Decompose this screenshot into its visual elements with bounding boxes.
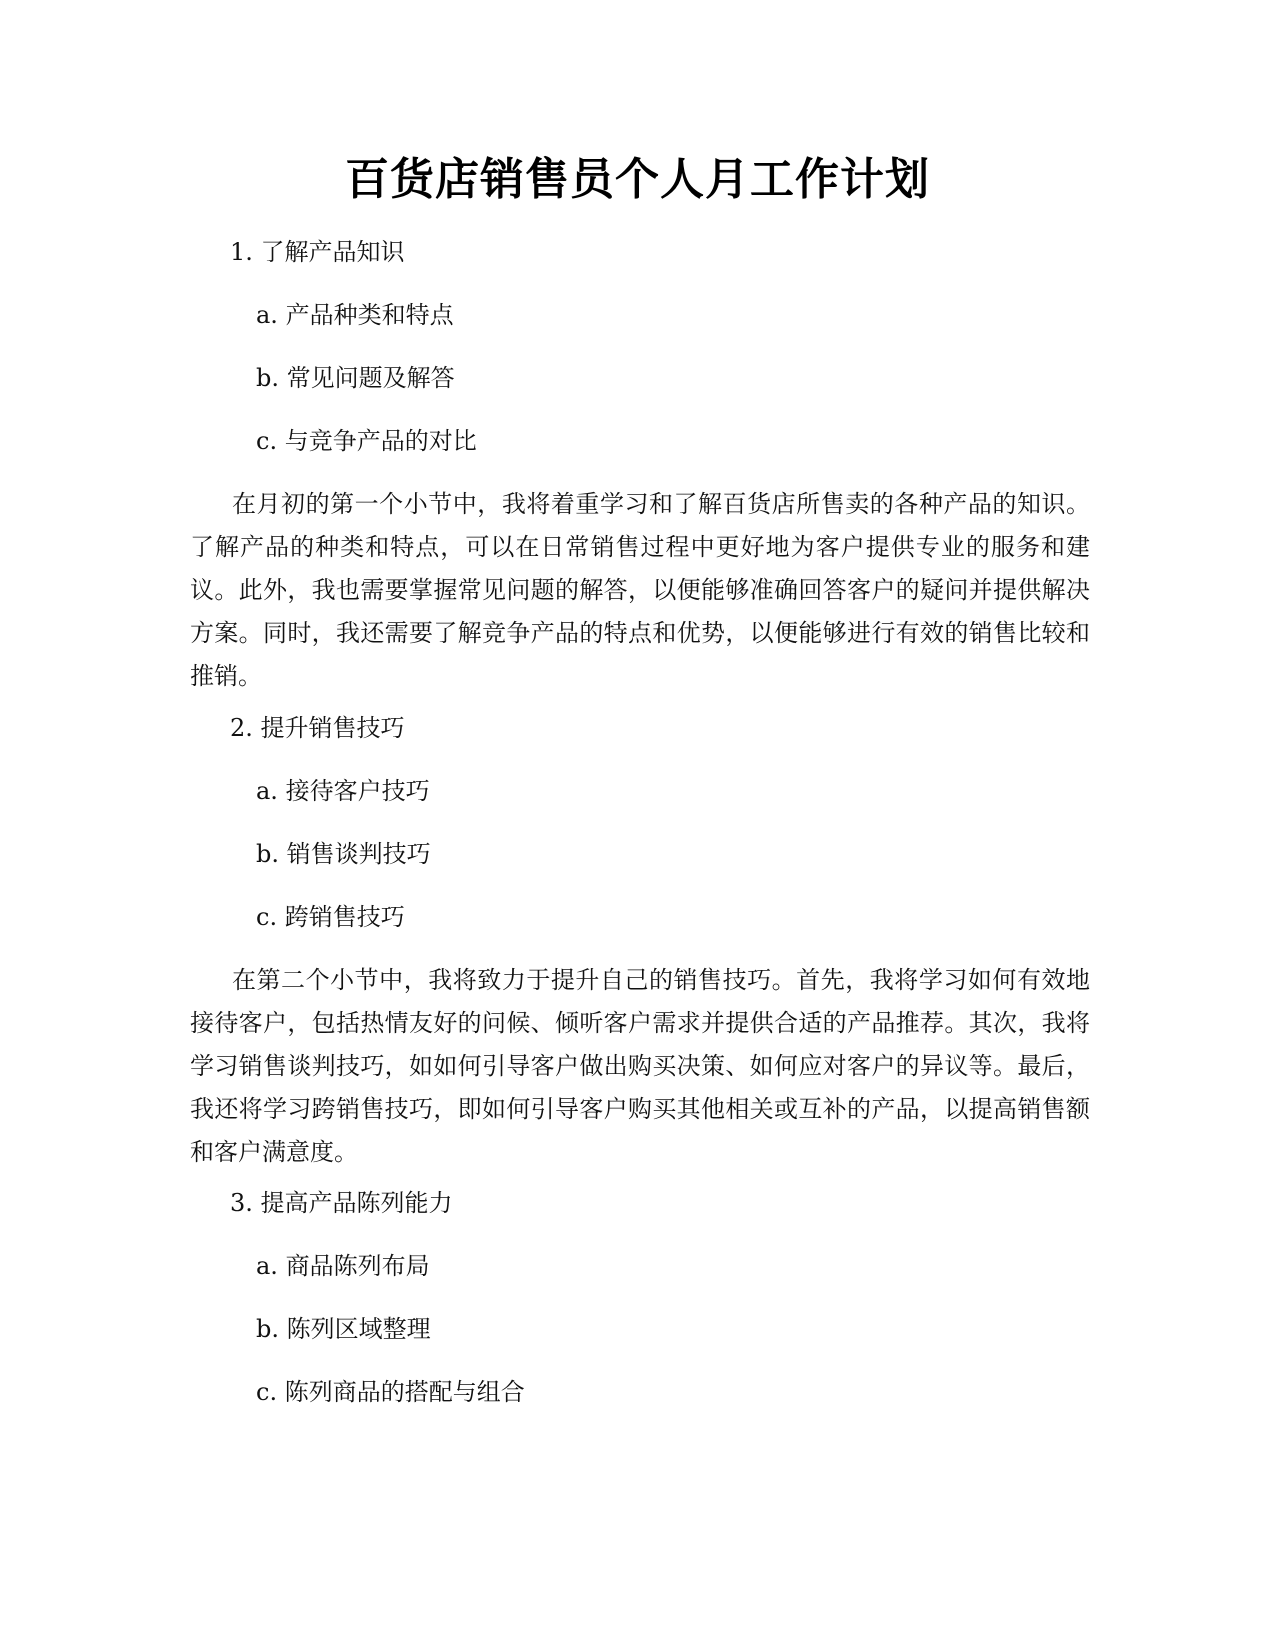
list-item: a. 商品陈列布局	[256, 1252, 430, 1280]
list-item: b. 销售谈判技巧	[256, 840, 431, 868]
document-title: 百货店销售员个人月工作计划	[345, 154, 930, 205]
list-item: b. 常见问题及解答	[256, 364, 455, 392]
section-heading: 1. 了解产品知识	[230, 238, 405, 266]
section-heading: 3. 提高产品陈列能力	[230, 1189, 453, 1217]
list-item: c. 跨销售技巧	[256, 903, 405, 931]
list-item: c. 与竞争产品的对比	[256, 427, 477, 455]
list-item: a. 接待客户技巧	[256, 777, 430, 805]
body-paragraph: 在月初的第一个小节中，我将着重学习和了解百货店所售卖的各种产品的知识。了解产品的种类和特点，可以在日常销售过程中更好地为客户提供专业的服务和建议。此外，我也需要掌握常见问题的解答，以便能够准确回答客户的疑问并提供解决方案。同时，我还需要了解竞争产品的特点和优势，以便能够进行有效的销售比较和推销。	[190, 490, 1090, 690]
list-item: a. 产品种类和特点	[256, 301, 454, 329]
body-paragraph: 在第二个小节中，我将致力于提升自己的销售技巧。首先，我将学习如何有效地接待客户，包括热情友好的问候、倾听客户需求并提供合适的产品推荐。其次，我将学习销售谈判技巧，如如何引导客户做出购买决策、如何应对客户的异议等。最后，我还将学习跨销售技巧，即如何引导客户购买其他相关或互补的产品，以提高销售额和客户满意度。	[190, 966, 1090, 1166]
section-heading: 2. 提升销售技巧	[230, 714, 405, 742]
list-item: b. 陈列区域整理	[256, 1315, 431, 1343]
list-item: c. 陈列商品的搭配与组合	[256, 1378, 525, 1406]
